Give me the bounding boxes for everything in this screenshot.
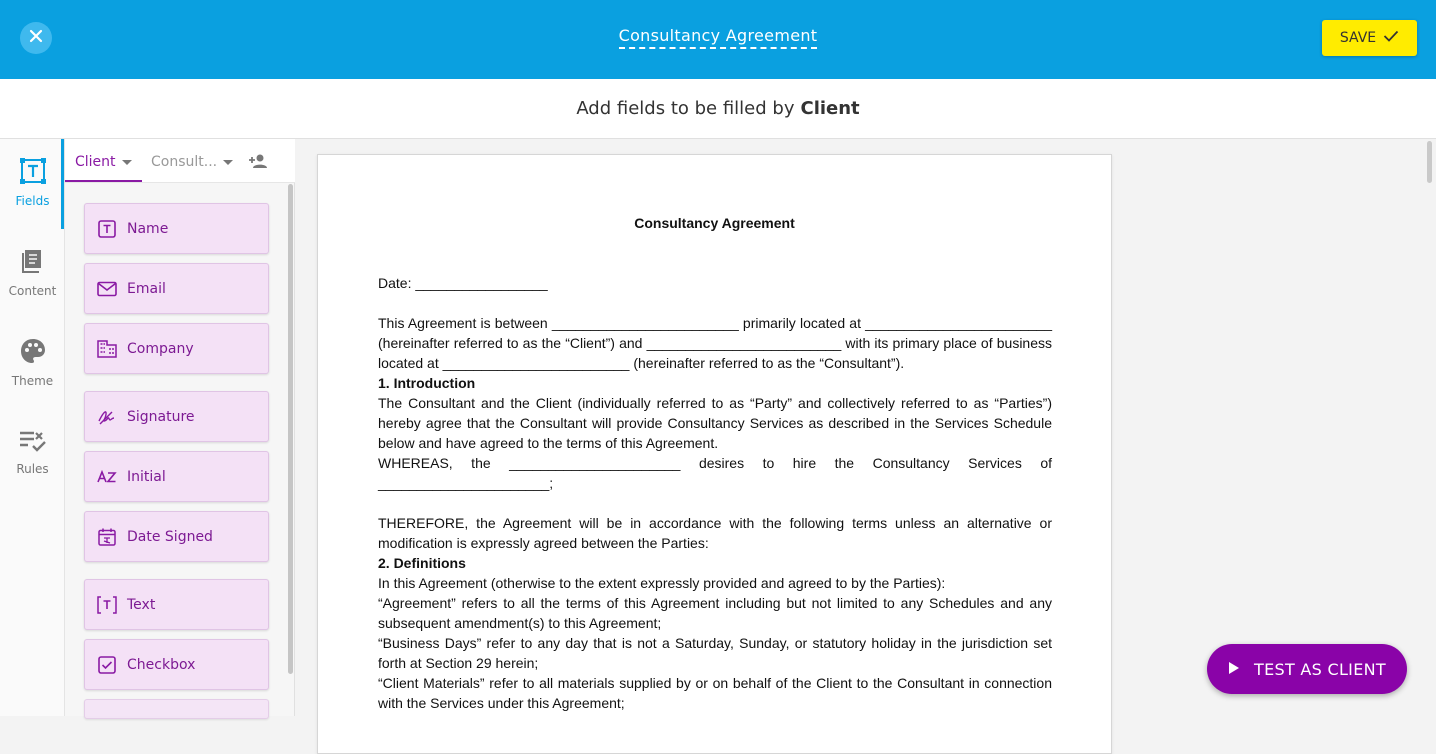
tab-consultant[interactable] — [151, 154, 233, 170]
section-heading-definitions: 2. Definitions — [378, 555, 466, 571]
field-signature[interactable] — [84, 391, 269, 442]
paragraph-parties: This Agreement is between ________________________ primarily located at ________________________ (hereinafter referred to as the “Client”) and _________________________ with its primary place of business located at ________________________ (hereinafter referred to as the “Consultant”). — [378, 315, 1052, 371]
envelope-icon — [97, 279, 117, 299]
rail-item-rules[interactable] — [0, 429, 65, 476]
tab-client[interactable] — [75, 154, 132, 170]
field-date-signed[interactable] — [84, 511, 269, 562]
palette-icon — [0, 337, 65, 368]
role-heading-role: Client — [800, 98, 860, 119]
paragraph-whereas-cont: ______________________; — [378, 475, 554, 491]
check-icon — [1383, 30, 1399, 46]
rail-label: Fields — [15, 194, 50, 208]
field-label: Initial — [127, 468, 166, 485]
building-icon — [97, 339, 117, 359]
panel-scroll-thumb[interactable] — [288, 184, 293, 674]
field-company[interactable] — [84, 323, 269, 374]
role-tabs — [65, 139, 295, 183]
rail-label: Theme — [11, 374, 54, 388]
field-initial[interactable] — [84, 451, 269, 502]
paragraph-introduction: The Consultant and the Client (individually referred to as “Party” and collectively referred to as “Parties”) hereby agree that the Consultant will provide Consultancy Services as described in the Services Schedule below and have agreed to the terms of this Agreement. — [378, 395, 1052, 451]
tab-label: Consult... — [151, 154, 218, 170]
left-rail — [0, 139, 65, 716]
rail-item-fields[interactable] — [0, 157, 65, 208]
tab-label: Client — [75, 154, 116, 170]
test-as-client-button[interactable] — [1207, 644, 1407, 694]
canvas-scroll-thumb[interactable] — [1427, 141, 1432, 183]
document-canvas[interactable] — [295, 139, 1436, 716]
rail-item-content[interactable] — [0, 247, 65, 298]
signature-icon — [97, 407, 117, 427]
field-partial[interactable] — [84, 699, 269, 719]
field-label: Checkbox — [127, 656, 196, 673]
top-bar — [0, 0, 1436, 79]
canvas-scrollbar[interactable] — [1424, 139, 1434, 716]
definition-business-days: “Business Days” refer to any day that is not a Saturday, Sunday, or statutory holiday in the jurisdiction set forth at Section 29 herein; — [378, 635, 1052, 671]
field-label: Signature — [127, 408, 195, 425]
section-heading-introduction: 1. Introduction — [378, 375, 476, 391]
save-label: SAVE — [1339, 30, 1377, 46]
play-icon — [1228, 660, 1240, 679]
text-cursor-icon — [97, 595, 117, 615]
field-email[interactable] — [84, 263, 269, 314]
paragraph-therefore: THEREFORE, the Agreement will be in accordance with the following terms unless an alternative or modification is expressly agreed between the Parties: — [378, 515, 1052, 551]
rail-label: Rules — [16, 462, 49, 476]
field-name[interactable] — [84, 203, 269, 254]
date-line: Date: _________________ — [378, 275, 548, 291]
paragraph-whereas: WHEREAS, the ______________________ desires to hire the Consultancy Services of — [378, 455, 1052, 471]
save-button[interactable] — [1322, 20, 1417, 56]
calendar-icon — [97, 527, 117, 547]
text-box-icon — [97, 219, 117, 239]
paragraph-definitions-intro: In this Agreement (otherwise to the extent expressly provided and agreed to by the Parties): — [378, 575, 946, 591]
rail-item-theme[interactable] — [0, 337, 65, 388]
document-title[interactable]: Consultancy Agreement — [619, 26, 818, 49]
document-heading: Consultancy Agreement — [634, 215, 795, 231]
role-heading — [0, 79, 1436, 139]
field-text[interactable] — [84, 579, 269, 630]
test-button-label: TEST AS CLIENT — [1254, 659, 1386, 679]
add-role-button[interactable] — [248, 153, 268, 174]
az-icon — [97, 467, 117, 487]
field-label: Company — [127, 340, 194, 357]
fields-panel — [65, 139, 295, 716]
field-label: Text — [127, 596, 156, 613]
active-tab-indicator — [65, 180, 142, 182]
document-page[interactable] — [317, 154, 1112, 754]
definition-agreement: “Agreement” refers to all the terms of this Agreement including but not limited to any Schedules and any subsequent amendment(s) to this Agreement; — [378, 595, 1052, 631]
field-label: Date Signed — [127, 528, 213, 545]
role-heading-prefix: Add fields to be filled by — [576, 98, 795, 119]
content-icon — [0, 247, 65, 278]
caret-down-icon — [223, 154, 233, 170]
rail-label: Content — [8, 284, 57, 298]
field-label: Name — [127, 220, 169, 237]
document-body — [378, 273, 1052, 713]
field-label: Email — [127, 280, 166, 297]
text-field-icon — [0, 157, 65, 188]
caret-down-icon — [122, 154, 132, 170]
add-person-icon — [248, 156, 268, 173]
checkbox-icon — [97, 655, 117, 675]
rules-icon — [0, 429, 65, 456]
field-checkbox[interactable] — [84, 639, 269, 690]
definition-client-materials: “Client Materials” refer to all materials supplied by or on behalf of the Client to the Consultant in connection with the Services under this Agreement; — [378, 675, 1052, 711]
